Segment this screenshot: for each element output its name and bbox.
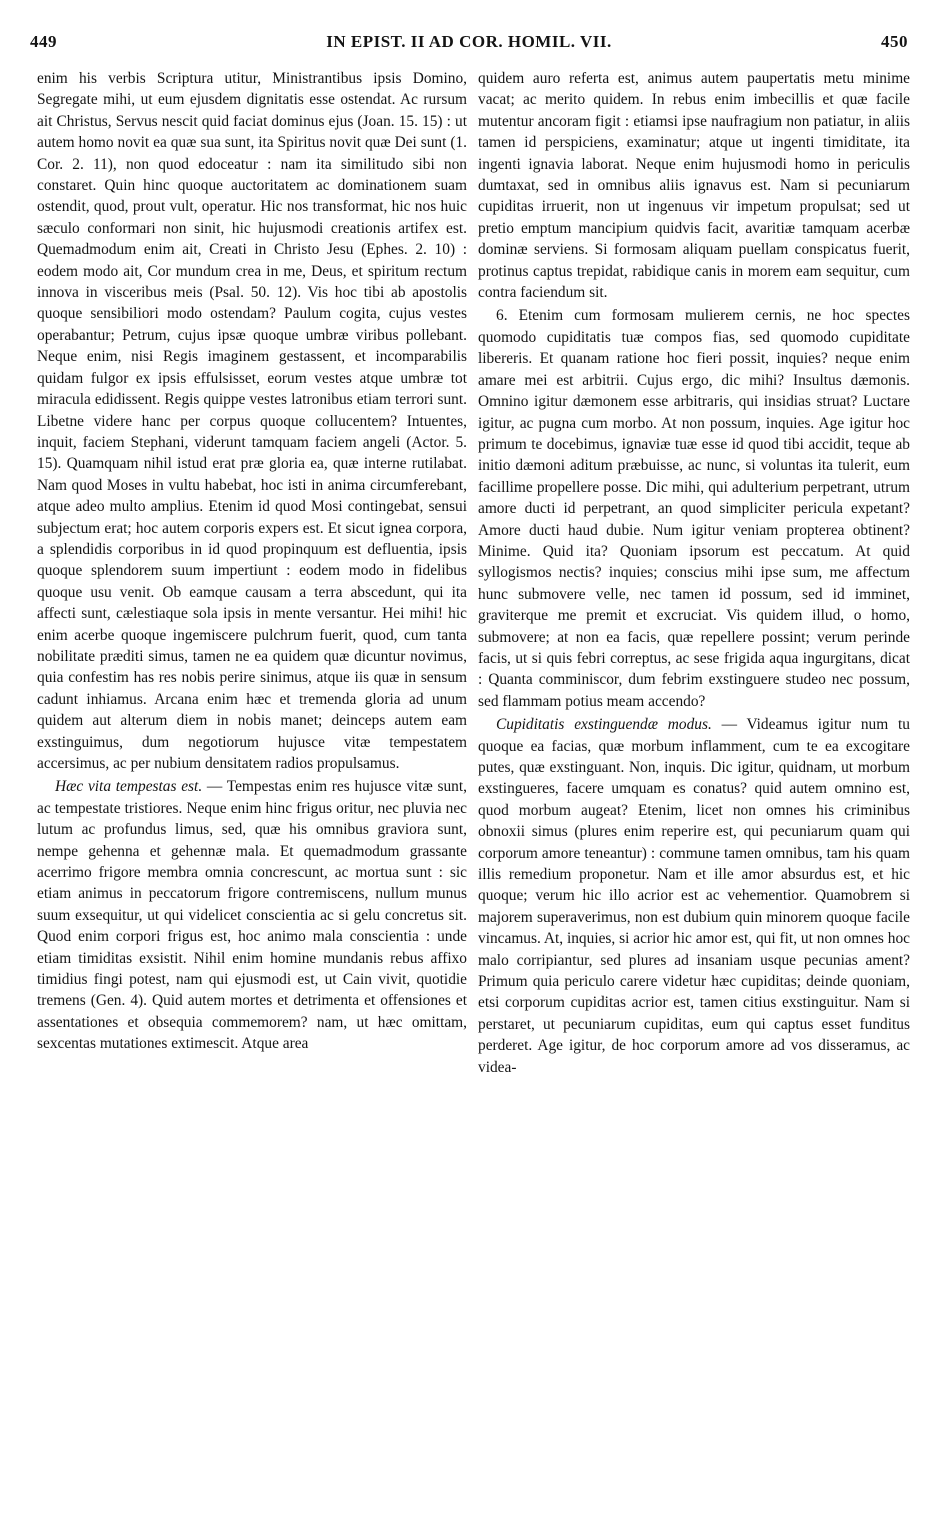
page-header <box>30 32 908 58</box>
paragraph-with-subhead <box>478 714 910 1078</box>
left-column <box>37 68 467 1055</box>
paragraph-text: — Tempestas enim res hujusce vitæ sunt, ac tempestate tristiores. Neque enim hinc frigus oritur, nec pluvia nec lutum ac profundus limus, sed, quæ his omnibus graviora sunt, nempe gehenna et gehennæ mala. Et quemadmodum grassante acerrimo frigore membra omnia concrescunt, ac mortua sunt : sic etiam animus in peccatorum frigore contremiscens, nullum munus suum exsequitur, ut qui videlicet conscientia ac si gelu concretus sit. Quod enim corpori frigus est, hoc animo mala conscientia : unde etiam timiditas exsistit. Nihil enim homine mundanis rebus affixo timidius fingi potest, nam qui ejusmodi est, ut Cain vivit, quotidie tremens (Gen. 4). Quid autem mortes et detrimenta et offensiones et assentationes et obsequia commemorem? nam, ut hæc omittam, sexcentas mutationes extimescit. Atque area <box>37 778 467 1053</box>
section-subheading: Cupiditatis exstinguendæ modus. <box>496 716 712 734</box>
paragraph: 6. Etenim cum formosam mulierem cernis, ne hoc spectes quomodo cupiditatis tuæ compos fias, sed quomodo cupiditate libereris. Et quanam ratione hoc fieri possit, inquies? neque enim amare mei est arbitrii. Cujus ergo, dic mihi? Insultus dæmonis. Omnino igitur dæmonem esse arbitraris, qui insidias struat? Luctare igitur, ac pugna cum morbo. At non possum, inquies. Age igitur hoc primum te docebimus, ignaviæ tuæ esse id quod tibi accidit, teque ab initio dæmoni aditum præbuisse, ac nunc, si voluntas ita tulerit, eum facillime propellere posse. Dic mihi, qui adulterium perpetrant, utrum amore ducti id perpetrant, an quod simpliciter pericula expetant? Amore ducti haud dubie. Num igitur veniam propterea obtinent? Minime. Quid ita? Quoniam ipsorum est peccatum. At quid syllogismos nectis? inquies; conscius mihi ipse sum, me affectum hunc submovere velle, nec tamen id possum, sed id imminet, graviterque me premit et excruciat. Vis quidem illud, o homo, submovere; at non ea facis, quæ repellere possint; verum perinde facis, ut si quis febri correptus, ac sese frigida aqua ingurgitans, dicat : Quanta comminiscor, dum febrim exstinguere studeo nec possum, sed flammam potius meam accendo? <box>478 307 910 710</box>
paragraph: quidem auro referta est, animus autem paupertatis metu minime vacat; ac merito quidem. In rebus enim imbecillis et quæ facile mutentur ancoram figit : etiamsi ipse naufragium non patiatur, in aliis tamen id perspiciens, examinatur; atque ut ingenti timiditate, ita ingenti ignavia laborat. Neque enim hujusmodi homo in periculis dumtaxat, sed in omnibus aliis ignavus est. Nam si pecuniarum cupiditas irruerit, non ut ingenuus vir impetum propulsat; sed ut pretio emptum mancipium quidvis facit, avaritiæ tamquam acerbæ dominæ serviens. Si formosam aliquam puellam conspicatus fuerit, protinus captus trepidat, rabidique canis in morem eam sequitur, cum contra faciendum sit. <box>478 70 910 302</box>
paragraph: enim his verbis Scriptura utitur, Ministrantibus ipsis Domino, Segregate mihi, ut eum ejusdem dignitatis esse ostendat. Ac rursum ait Christus, Servus nescit quid faciat dominus ejus (Joan. 15. 15) : ut autem homo novit ea quæ sua sunt, ita Spiritus novit quæ Dei sunt (1. Cor. 2. 11), non quod edoceatur : nam ita similitudo sibi non constaret. Quin hinc quoque auctoritatem ac dominationem suam ostendit, quod, prout vult, operatur. Hic nos transformat, hic nos huic sæculo conformari non sinit, hic hujusmodi creationis artifex est. Quemadmodum enim ait, Creati in Christo Jesu (Ephes. 2. 10) : eodem modo ait, Cor mundum crea in me, Deus, et spiritum rectum innova in visceribus meis (Psal. 50. 12). Vis hoc tibi ab apostolis quoque sensibiliori modo ostendam? Paulum cogita, cujus vestes operabantur; Petrum, cujus ipsæ quoque umbræ viribus pollebant. Neque enim, nisi Regis imaginem gestassent, et incomparabilis quidam fulgor ex ipsis effulsisset, eorum vestes atque umbræ tot miracula edidissent. Regis quippe vestes latronibus etiam terrori sunt. Libetne videre hanc per corpus quoque collucentem? Intuentes, inquit, faciem Stephani, viderunt tamquam faciem angeli (Actor. 5. 15). Quamquam nihil istud erat præ gloria ea, quæ interne rutilabat. Nam quod Moses in vultu habebat, hoc isti in anima circumferebant, atque adeo multo amplius. Etenim id quod Mosi contingebat, sensui subjectum erat; hoc autem corporis expers est. Et sicut ignea corpora, a splendidis corporibus in id quod propinquum est defluentia, ipsis quoque splendorem suum impertiunt : eodem modo in fidelibus quoque usu venit. Ob eamque causam a terra abscedunt, qui ita affecti sunt, cælestiaque sola ipsis in mente versantur. Hei mihi! hic enim acerbe quoque ingemiscere pulchrum fuerit, quod, cum tanta nobilitate præditi simus, tamen ne ea quidem quæ dicuntur novimus, quia confestim has res nobis perire sinimus, atque iis quæ in sensum cadunt inhiamus. Arcana enim hæc et tremenda gloria ad unum quidem aut alterum diem in nobis manet; deinceps autem eam exstinguimus, dum negotiorum hujusce vitæ tempestatem accersimus, ac per nubium densitatem radios propulsamus. <box>37 70 467 772</box>
section-subheading: Hæc vita tempestas est. <box>55 778 203 796</box>
right-page-number: 450 <box>881 32 908 51</box>
paragraph-text: — Videamus igitur num tu quoque ea facias, quæ morbum inflamment, cum te ea excogitare putes, quæ exstinguant. Non, inquis. Dic igitur, quidnam, ut morbum exstingueres, facere umquam es conatus? quid autem omnino est, quod morbum augeat? Etenim, licet non omnes his criminibus obnoxii simus (plures enim reperire est, qui pecuniarum quam qui corporum amore teneantur) : commune tamen omnibus, tam his quam illis remedium proponetur. Nam et ille amor absurdus est, et hic quoque; verum hic illo acrior est ac vehementior. Quamobrem si majorem superaverimus, non est dubium quin minorem quoque facile vincamus. At, inquies, si acrior hic amor est, qui fit, ut non omnes hoc malo corripiantur, sed plures ad insaniam usque pecunias ament? Primum quia periculo carere videtur hæc cupiditas; deinde quoniam, etsi corporum cupiditas acrior est, tamen citius exstinguitur. Nam si perstaret, ut pecuniarum cupiditas, eum qui captus esset funditus perderet. Age igitur, de hoc corporum amore ad vos disseramus, ac videa- <box>478 716 910 1076</box>
right-column <box>478 68 910 1078</box>
running-title: IN EPIST. II AD COR. HOMIL. VII. <box>326 32 612 51</box>
left-page-number: 449 <box>30 32 57 51</box>
paragraph-with-subhead <box>37 776 467 1054</box>
